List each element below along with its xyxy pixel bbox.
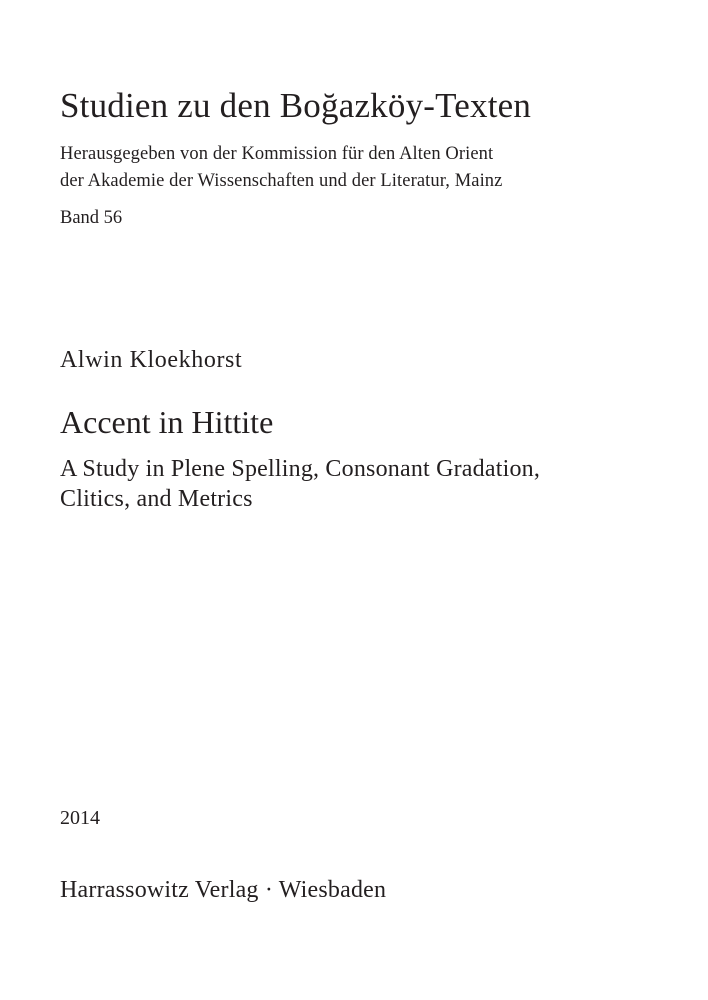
series-editor-line-2: der Akademie der Wissenschaften und der Literatur, Mainz: [60, 171, 503, 191]
author-name: Alwin Kloekhorst: [60, 347, 243, 373]
book-title: Accent in Hittite: [60, 404, 274, 440]
book-subtitle-line-1: A Study in Plene Spelling, Consonant Gradation,: [60, 456, 541, 482]
volume-number: Band 56: [60, 208, 123, 228]
book-subtitle-line-2: Clitics, and Metrics: [60, 486, 253, 512]
publication-year: 2014: [60, 807, 100, 829]
series-editor-line-1: Herausgegeben von der Kommission für den Alten Orient: [60, 144, 494, 164]
publisher-imprint: Harrassowitz Verlag · Wiesbaden: [60, 877, 387, 903]
series-title: Studien zu den Boğazköy-Texten: [60, 86, 532, 125]
